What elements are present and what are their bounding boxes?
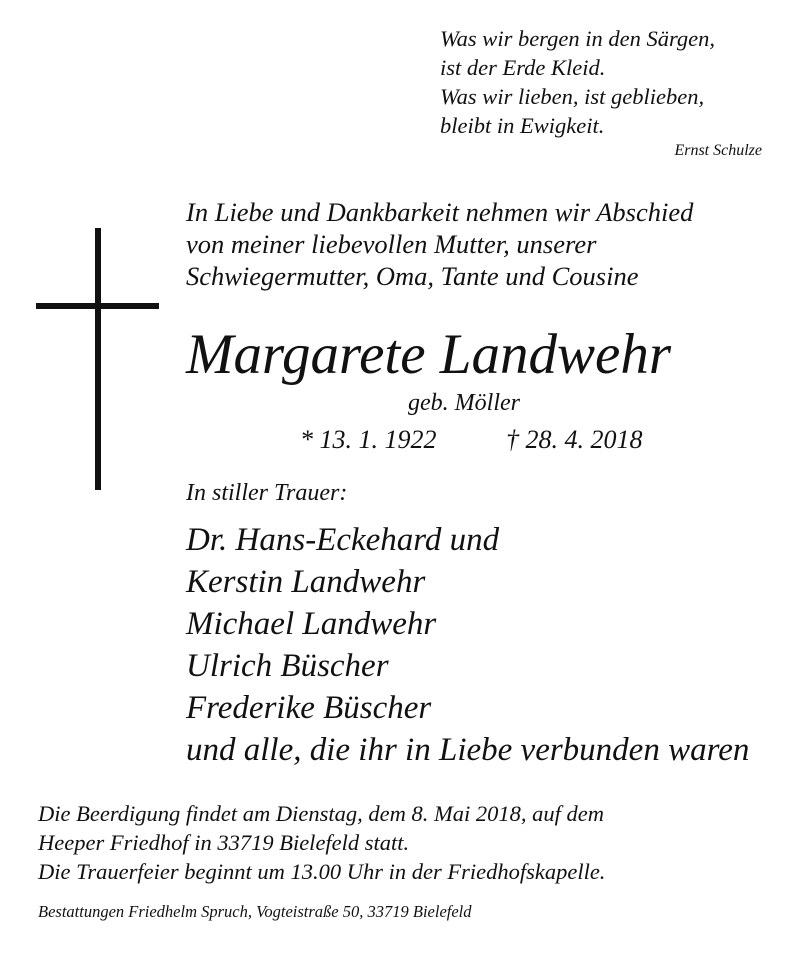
funeral-info: [38, 799, 605, 886]
poem: [440, 24, 715, 140]
mourner-name: Ulrich Büscher: [186, 648, 389, 684]
funeral-line: Die Beerdigung findet am Dienstag, dem 8. Mai 2018, auf dem: [38, 801, 604, 826]
mourners-list: [186, 519, 749, 771]
birth-date: * 13. 1. 1922: [300, 425, 437, 454]
farewell-intro: [186, 196, 693, 292]
poem-line: ist der Erde Kleid.: [440, 55, 606, 80]
mourner-name: Kerstin Landwehr: [186, 564, 426, 600]
cross-vertical-bar: [95, 228, 101, 490]
intro-line: In Liebe und Dankbarkeit nehmen wir Abschied: [186, 197, 694, 227]
funeral-line: Die Trauerfeier beginnt um 13.00 Uhr in der Friedhofskapelle.: [38, 859, 606, 884]
poem-line: bleibt in Ewigkeit.: [440, 113, 605, 138]
cross-horizontal-bar: [36, 303, 159, 309]
funeral-line: Heeper Friedhof in 33719 Bielefeld statt.: [38, 830, 410, 855]
intro-line: Schwiegermutter, Oma, Tante und Cousine: [186, 261, 639, 291]
maiden-name: geb. Möller: [408, 390, 520, 416]
mourner-name: und alle, die ihr in Liebe verbunden waren: [186, 732, 750, 768]
poem-line: Was wir lieben, ist geblieben,: [440, 84, 705, 109]
undertaker-info: Bestattungen Friedhelm Spruch, Vogteistraße 50, 33719 Bielefeld: [38, 902, 472, 921]
deceased-name: Margarete Landwehr: [186, 323, 672, 386]
death-date: † 28. 4. 2018: [506, 425, 643, 454]
intro-line: von meiner liebevollen Mutter, unserer: [186, 229, 597, 259]
poem-author: Ernst Schulze: [674, 142, 762, 159]
mourner-name: Dr. Hans-Eckehard und: [186, 522, 500, 558]
mourner-name: Michael Landwehr: [186, 606, 437, 642]
mourner-name: Frederike Büscher: [186, 690, 432, 726]
poem-line: Was wir bergen in den Särgen,: [440, 26, 715, 51]
mourning-heading: In stiller Trauer:: [186, 480, 348, 506]
